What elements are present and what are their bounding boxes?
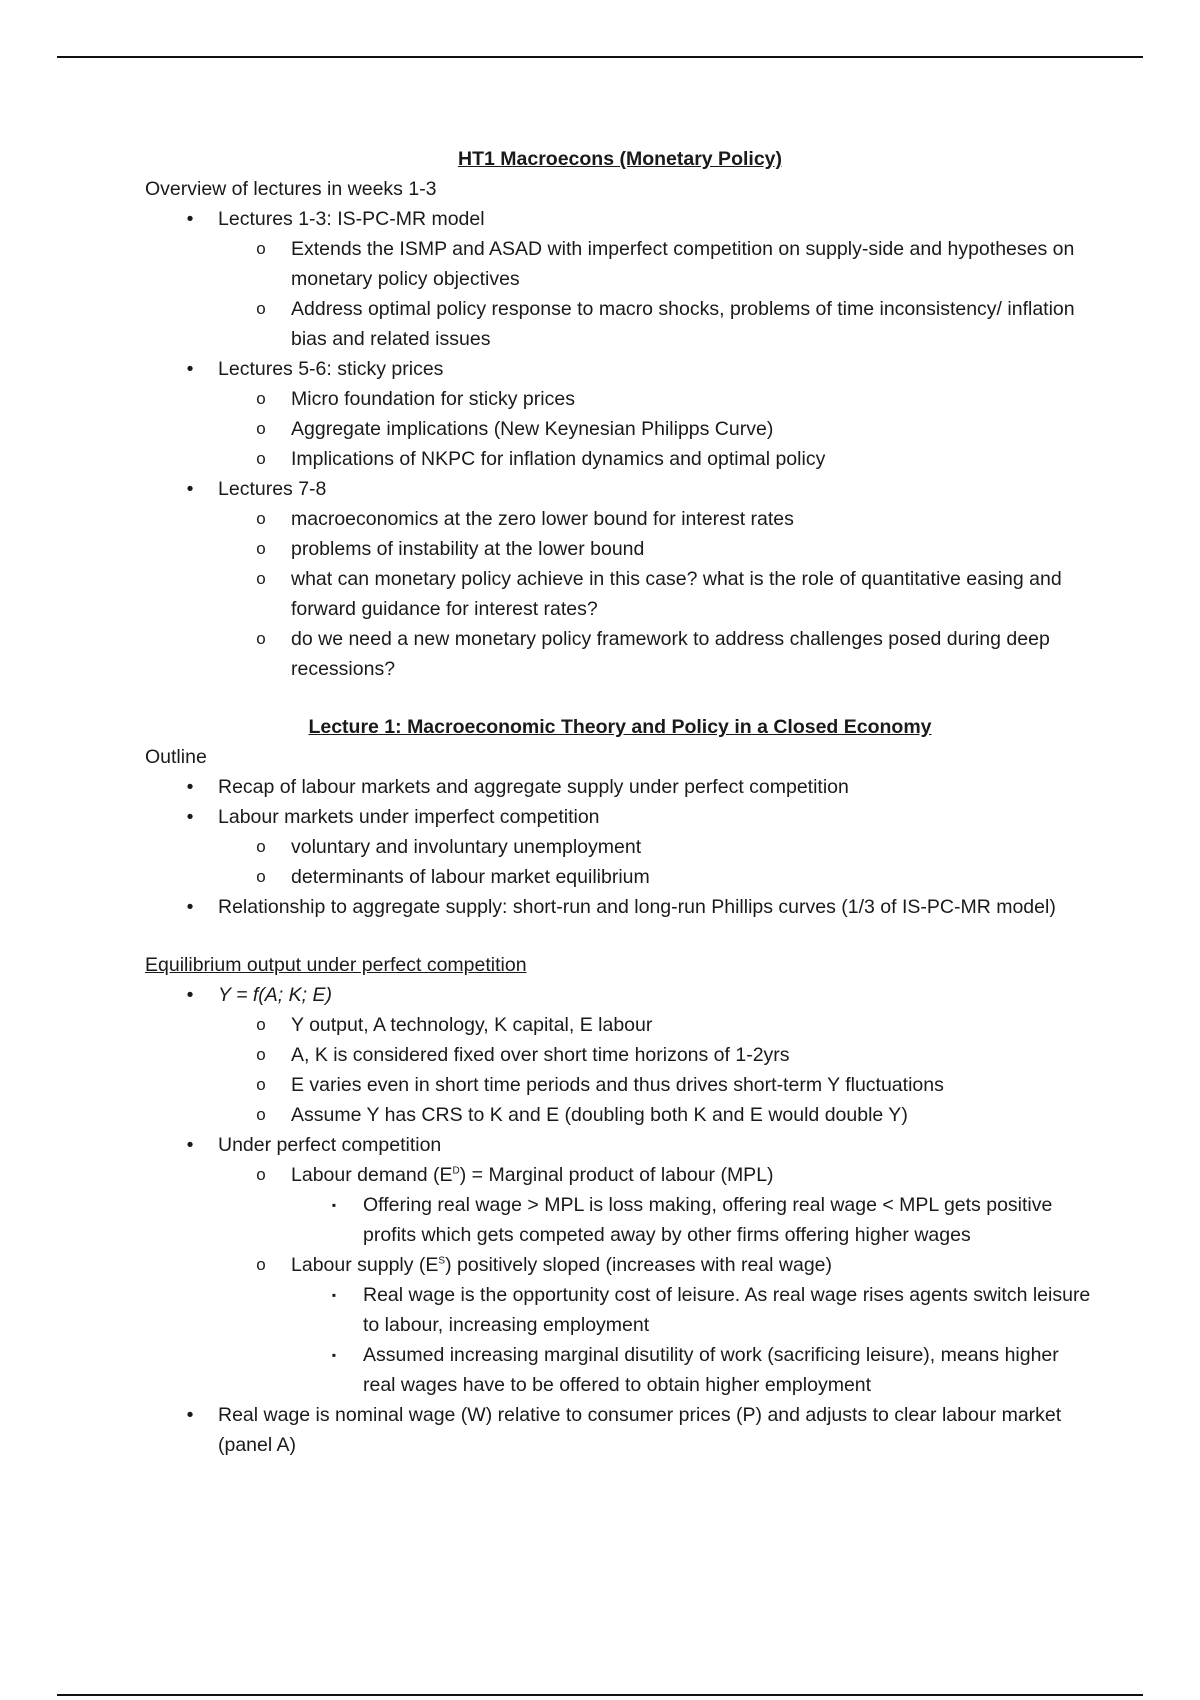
bullet-marker: • <box>186 208 194 230</box>
list-item: o voluntary and involuntary unemployment <box>145 832 1095 862</box>
circle-marker: o <box>256 837 266 856</box>
spacer <box>145 922 1095 950</box>
circle-marker: o <box>256 867 266 886</box>
list-item: • Lectures 5-6: sticky prices <box>145 354 1095 384</box>
list-item: • Lectures 1-3: IS-PC-MR model <box>145 204 1095 234</box>
circle-marker: o <box>256 1105 266 1124</box>
overview-list <box>145 204 1095 684</box>
production-function: Y = f(A; K; E) <box>218 984 332 1006</box>
overview-label: Overview of lectures in weeks 1-3 <box>145 178 437 200</box>
list-item: o Extends the ISMP and ASAD with imperfect competition on supply-side and hypotheses on monetary policy objectives <box>145 234 1095 294</box>
circle-marker: o <box>256 1015 266 1034</box>
list-item: o Address optimal policy response to macro shocks, problems of time inconsistency/ inflation bias and related issues <box>145 294 1095 354</box>
circle-marker: o <box>256 509 266 528</box>
circle-marker: o <box>256 299 266 318</box>
list-item: • Real wage is nominal wage (W) relative to consumer prices (P) and adjusts to clear labour market (panel A) <box>145 1400 1095 1460</box>
circle-marker: o <box>256 629 266 648</box>
outline-list <box>145 772 1095 922</box>
bullet-marker: • <box>186 984 194 1006</box>
square-marker: ▪ <box>331 1198 337 1212</box>
list-item: • Lectures 7-8 <box>145 474 1095 504</box>
list-item: o macroeconomics at the zero lower bound for interest rates <box>145 504 1095 534</box>
list-item: • Labour markets under imperfect competition <box>145 802 1095 832</box>
bullet-marker: • <box>186 478 194 500</box>
equilibrium-list <box>145 980 1095 1460</box>
outline-label: Outline <box>145 746 207 768</box>
list-item: ▪ Offering real wage > MPL is loss making, offering real wage < MPL gets positive profits which gets competed away by other firms offering higher wages <box>145 1190 1095 1250</box>
list-item: • Under perfect competition <box>145 1130 1095 1160</box>
spacer <box>145 684 1095 712</box>
list-item: o Labour supply $(E^S)$ positively sloped (increases with real wage) <box>145 1250 1095 1280</box>
circle-marker: o <box>256 389 266 408</box>
list-item: o A, K is considered fixed over short time horizons of 1-2yrs <box>145 1040 1095 1070</box>
list-item: o Labour demand $(E^D)$ = Marginal product of labour (MPL) <box>145 1160 1095 1190</box>
header-rule <box>57 56 1143 58</box>
list-item: o Micro foundation for sticky prices <box>145 384 1095 414</box>
list-item: ▪ Real wage is the opportunity cost of leisure. As real wage rises agents switch leisure to labour, increasing employment <box>145 1280 1095 1340</box>
lecture-1-title: Lecture 1: Macroeconomic Theory and Policy in a Closed Economy <box>308 716 932 738</box>
list-item: o Aggregate implications (New Keynesian Philipps Curve) <box>145 414 1095 444</box>
circle-marker: o <box>256 539 266 558</box>
list-item: o Y output, A technology, K capital, E labour <box>145 1010 1095 1040</box>
list-item: o determinants of labour market equilibrium <box>145 862 1095 892</box>
list-item: ▪ Assumed increasing marginal disutility of work (sacrificing leisure), means higher real wages have to be offered to obtain higher employment <box>145 1340 1095 1400</box>
list-item: o do we need a new monetary policy framework to address challenges posed during deep recessions? <box>145 624 1095 684</box>
circle-marker: o <box>256 1045 266 1064</box>
list-item: • Recap of labour markets and aggregate supply under perfect competition <box>145 772 1095 802</box>
circle-marker: o <box>256 569 266 588</box>
circle-marker: o <box>256 449 266 468</box>
list-item: • Relationship to aggregate supply: short-run and long-run Phillips curves (1/3 of IS-PC-MR model) <box>145 892 1095 922</box>
circle-marker: o <box>256 1075 266 1094</box>
bullet-marker: • <box>186 1134 194 1156</box>
list-item: o Assume Y has CRS to K and E (doubling both K and E would double Y) <box>145 1100 1095 1130</box>
list-item <box>145 980 1095 1010</box>
square-marker: ▪ <box>331 1348 337 1362</box>
list-item: o what can monetary policy achieve in this case? what is the role of quantitative easing and forward guidance for interest rates? <box>145 564 1095 624</box>
document-page <box>145 144 1095 1460</box>
list-item: o problems of instability at the lower bound <box>145 534 1095 564</box>
list-item: o Implications of NKPC for inflation dynamics and optimal policy <box>145 444 1095 474</box>
bullet-marker: • <box>186 1404 194 1426</box>
circle-marker: o <box>256 1165 266 1184</box>
circle-marker: o <box>256 419 266 438</box>
bullet-marker: • <box>186 358 194 380</box>
list-item: o E varies even in short time periods and thus drives short-term Y fluctuations <box>145 1070 1095 1100</box>
circle-marker: o <box>256 1255 266 1274</box>
equilibrium-heading: Equilibrium output under perfect competition <box>145 954 527 976</box>
circle-marker: o <box>256 239 266 258</box>
bullet-marker: • <box>186 896 194 918</box>
document-title: HT1 Macroecons (Monetary Policy) <box>458 148 782 170</box>
bullet-marker: • <box>186 776 194 798</box>
square-marker: ▪ <box>331 1288 337 1302</box>
footer-rule <box>57 1694 1143 1696</box>
bullet-marker: • <box>186 806 194 828</box>
